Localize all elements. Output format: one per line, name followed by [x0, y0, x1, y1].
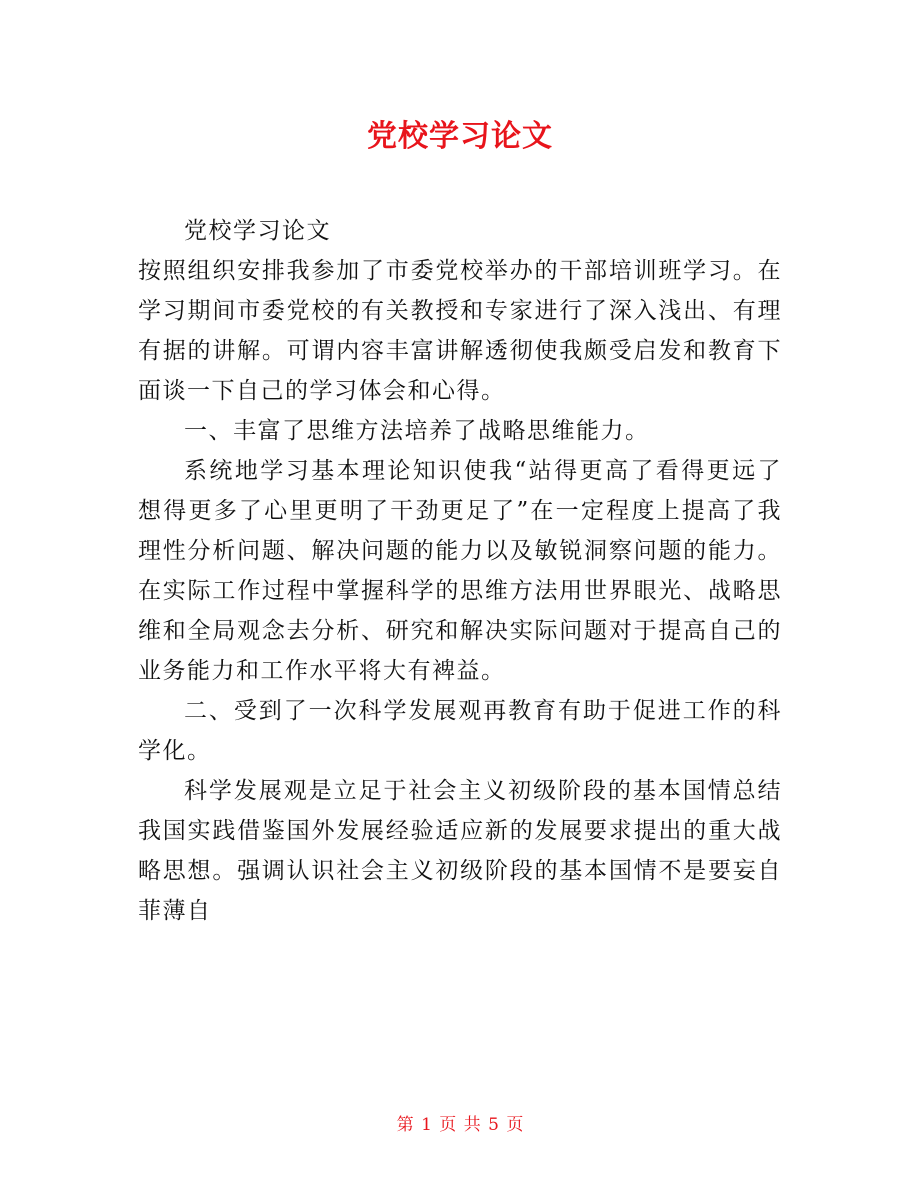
- document-title: 党校学习论文: [367, 119, 553, 154]
- paragraph-section-two-heading: 二、受到了一次科学发展观再教育有助于促进工作的科学化。: [138, 698, 782, 764]
- paragraph-heading: 党校学习论文: [184, 218, 331, 244]
- paragraph-intro: 按照组织安排我参加了市委党校举办的干部培训班学习。在学习期间市委党校的有关教授和专家进行了深入浅出、有理有据的讲解。可谓内容丰富讲解透彻使我颇受启发和教育下面谈一下自己的学习体会和心得。: [138, 258, 782, 404]
- document-body: [138, 211, 782, 931]
- paragraph-section-one-heading: 一、丰富了思维方法培养了战略思维能力。: [184, 418, 650, 444]
- paragraph-section-two-body: 科学发展观是立足于社会主义初级阶段的基本国情总结我国实践借鉴国外发展经验适应新的发展要求提出的重大战略思想。强调认识社会主义初级阶段的基本国情不是要妄自菲薄自: [138, 778, 782, 924]
- page-number-footer: 第 1 页 共 5 页: [396, 1115, 524, 1135]
- paragraph-section-one-body: 系统地学习基本理论知识使我“站得更高了看得更远了想得更多了心里更明了干劲更足了”在一定程度上提高了我理性分析问题、解决问题的能力以及敏锐洞察问题的能力。在实际工作过程中掌握科学的思维方法用世界眼光、战略思维和全局观念去分析、研究和解决实际问题对于提高自己的业务能力和工作水平将大有裨益。: [138, 458, 782, 684]
